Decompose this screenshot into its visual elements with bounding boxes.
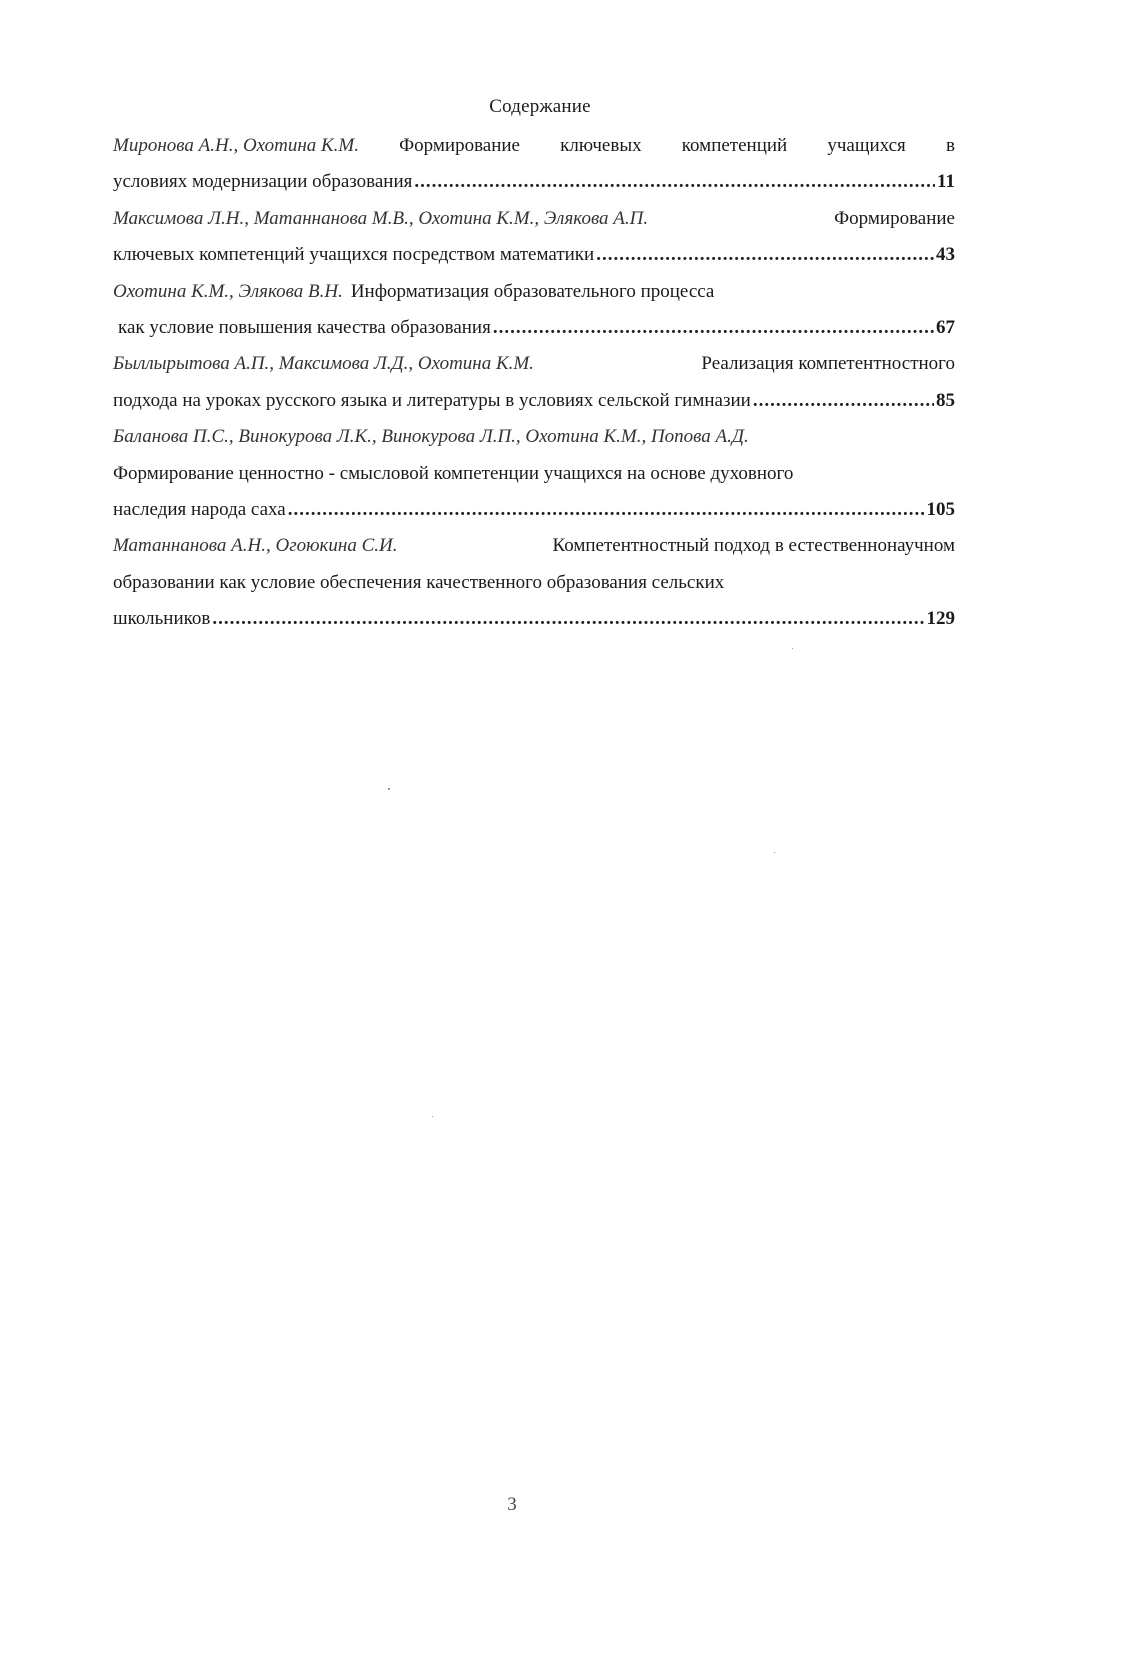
dot-leader xyxy=(212,601,924,637)
toc-entry-page: 67 xyxy=(936,317,955,339)
toc-entry-title-word: ключевых xyxy=(560,135,642,156)
toc-entry-page: 105 xyxy=(926,499,955,521)
toc-entry-line xyxy=(113,383,955,419)
scan-speck xyxy=(774,852,775,853)
toc-entry-line xyxy=(113,128,955,164)
scan-speck xyxy=(792,648,793,649)
toc-entry-authors: Охотина К.М., Элякова В.Н. xyxy=(113,280,343,302)
toc-entry-line xyxy=(113,601,955,637)
toc-entry-title: Реализация компетентностного xyxy=(701,353,955,375)
toc-entry-title: Формирование xyxy=(834,207,955,229)
table-of-contents xyxy=(113,128,955,638)
toc-entry-line xyxy=(113,310,955,346)
toc-entry-title-word: в xyxy=(945,135,955,156)
toc-entry-authors: Баланова П.С., Винокурова Л.К., Винокурова Л.П., Охотина К.М., Попова А.Д. xyxy=(113,426,749,448)
dot-leader xyxy=(414,164,935,200)
toc-entry-page: 43 xyxy=(936,244,955,266)
toc-entry-line xyxy=(113,456,955,492)
toc-entry xyxy=(113,128,955,201)
toc-entry-authors: Максимова Л.Н., Матаннанова М.В., Охотина К.М., Элякова А.П. xyxy=(113,207,649,229)
toc-entry-authors: Матаннанова А.Н., Огоюкина С.И. xyxy=(113,535,398,557)
toc-entry xyxy=(113,528,955,637)
toc-entry-page: 129 xyxy=(926,608,955,630)
toc-entry-authors: Миронова А.Н., Охотина К.М. xyxy=(113,135,359,156)
toc-entry-line xyxy=(113,237,955,273)
toc-entry-title-word: Формирование xyxy=(399,135,520,156)
toc-entry-page: 85 xyxy=(936,389,955,411)
toc-entry-title: подхода на уроках русского языка и литературы в условиях сельской гимназии xyxy=(113,389,751,411)
toc-title: Содержание xyxy=(489,96,591,117)
scan-speck xyxy=(388,788,390,790)
toc-entry-title: образовании как условие обеспечения качественного образования сельских xyxy=(113,571,725,593)
toc-entry-title: Информатизация образовательного процесса xyxy=(350,280,715,302)
toc-entry-title: ключевых компетенций учащихся посредством математики xyxy=(113,244,595,266)
toc-entry-authors: Быллырытова А.П., Максимова Л.Д., Охотина К.М. xyxy=(113,353,534,375)
toc-entry-line xyxy=(113,492,955,528)
toc-entry-page: 11 xyxy=(937,171,955,193)
scan-speck xyxy=(432,1116,433,1117)
dot-leader xyxy=(753,383,934,419)
toc-entry-line xyxy=(113,274,955,310)
toc-entry-title: наследия народа саха xyxy=(113,499,286,521)
dot-leader xyxy=(493,310,934,346)
toc-entry xyxy=(113,419,955,528)
toc-entry-line xyxy=(113,565,955,601)
toc-entry-line xyxy=(113,419,955,455)
toc-entry xyxy=(113,346,955,419)
toc-entry-title: школьников xyxy=(113,608,211,630)
toc-entry xyxy=(113,274,955,347)
toc-entry xyxy=(113,201,955,274)
toc-entry-line xyxy=(113,201,955,237)
toc-entry-title: Компетентностный подход в естественнонаучном xyxy=(552,535,955,557)
toc-entry-title: Формирование ценностно - смысловой компетенции учащихся на основе духовного xyxy=(113,462,794,484)
toc-entry-title: условиях модернизации образования xyxy=(113,171,413,193)
toc-entry-line xyxy=(113,164,955,200)
page-number: 3 xyxy=(507,1494,517,1515)
dot-leader xyxy=(596,237,934,273)
dot-leader xyxy=(288,492,925,528)
toc-entry-line xyxy=(113,346,955,382)
toc-entry-title-word: учащихся xyxy=(827,135,906,156)
toc-entry-line xyxy=(113,528,955,564)
toc-entry-title-word: компетенций xyxy=(681,135,788,156)
toc-entry-title: как условие повышения качества образования xyxy=(118,317,491,339)
